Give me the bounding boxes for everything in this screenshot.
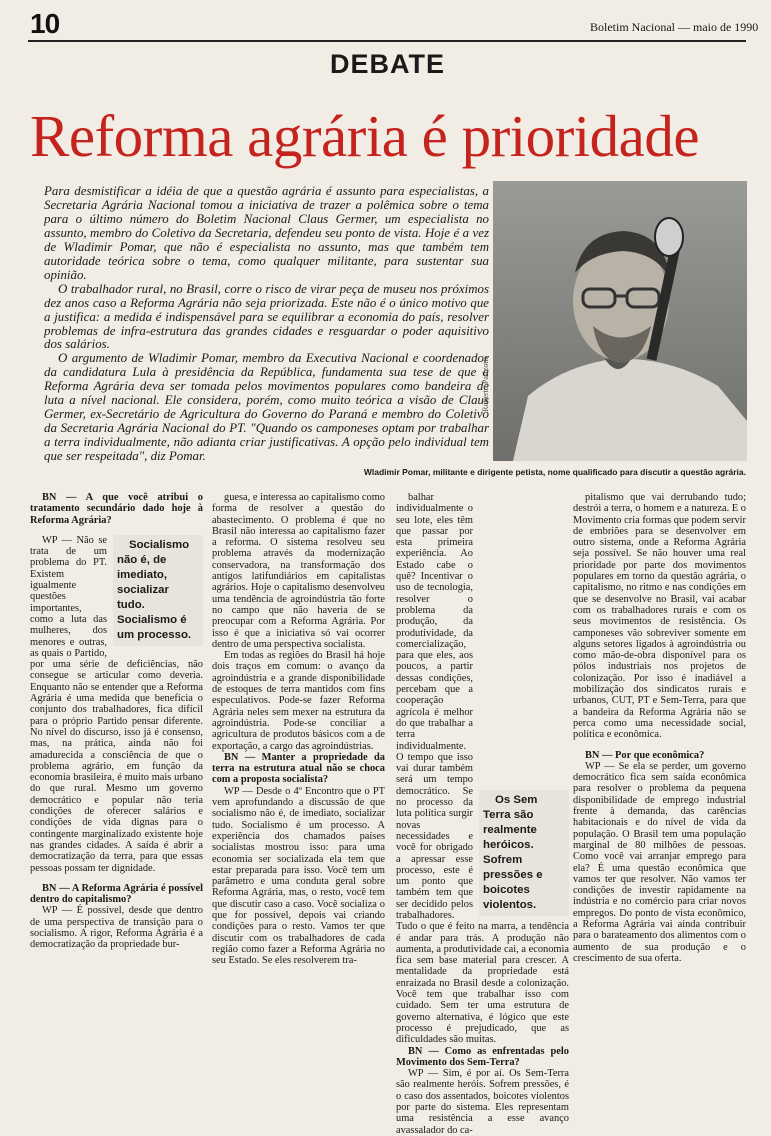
text-column-2 [212, 492, 385, 966]
running-head: Boletim Nacional — maio de 1990 [590, 20, 759, 34]
interview-answer: WP — Desde o 4º Encontro que o PT vem aprofundando a discussão de que socialismo não é, de imediato, socializar tudo. Socialismo é um processo. A experiência dos chamados países socialistas mostrou isso: para uma economia ser socializada ela tem que estar preparada para isso. Você tem um parâmetro e uma conduta geral sobre Reforma Agrária, mas, o resto, você tem que discutir caso a caso. Você socializa o que for possível, depois vai criando condições para o resto. Vamos ter que discutir com os trabalhadores de cada região como fazer a Reforma Agrária no seu Estado. Se eles resolverem tra- [212, 785, 385, 967]
page-number: 10 [30, 8, 60, 39]
photo-credit: Roberto Parizotti [481, 357, 490, 412]
interview-answer: Em todas as regiões do Brasil há hoje dois traços em comum: o avanço da agroindústria e a grande disponibilidade de estoques de terra mantidos com fins especulativos. Pode-se fazer Reforma Agrária neles sem mexer na estrutura da agroindústria. Pode-se conciliar a agricultura de produtos básicos com a de exportação, a cargo das agroindústrias. [212, 650, 385, 752]
interview-answer: WP — É possível, desde que dentro de uma perspectiva de transição para o socialismo. A rigor, Reforma Agrária é a democratização da propriedade bur- [30, 905, 203, 951]
text-column-4 [573, 492, 746, 964]
lead-text [44, 185, 489, 464]
interview-answer: WP — Sim, é por aí. Os Sem-Terra são realmente heróis. Sofrem pressões, é o caso dos assentados, boicotes violentos por parte do sistema. Eles representam uma resistência a esse avanço avassalador do ca- [396, 1068, 569, 1136]
header-rule [28, 40, 746, 42]
interview-answer: guesa, e interessa ao capitalismo como forma de resolver a questão do abastecimento. O problema é que no Brasil não interessa ao capitalismo fazer a reforma. O sistema resolveu seu problema através da modernização conservadora, na transformação dos antigos latifundiários em capitalistas agrários. Hoje o capitalismo desenvolveu uma tendência de agroindústria tão forte no campo que não haveria de se preocupar com a Reforma Agrária. Por isso é que a iniciativa só vai ocorrer dentro de uma perspectiva socialista. [212, 492, 385, 650]
pull-quote: Socialismo não é, de imediato, socializar tudo. Socialismo é um processo. [113, 535, 203, 646]
interview-answer [396, 492, 569, 1046]
portrait-photo [493, 181, 747, 461]
text-column-1 [30, 492, 203, 951]
interview-question: BN — Manter a propriedade da terra na estrutura atual não se choca com a proposta socialista? [212, 751, 385, 786]
lead-paragraph: O trabalhador rural, no Brasil, corre o risco de virar peça de museu nos próximos dez anos caso a Reforma Agrária não seja priorizada. Este não é o único motivo que a justifica: a medida é indispensável para se equilibrar a economia do país, resolver problemas de infra-estrutura das grandes cidades e resguardar o poder aquisitivo dos salários. [44, 281, 489, 352]
interview-answer: pitalismo que vai derrubando tudo; destrói a terra, o homem e a natureza. E o Movimento cria formas que podem servir de embriões para se desenvolver em outro sistema, onde a Reforma Agrária seja possível. Se não houver uma real prioridade por parte dos movimentos populares em torno da questão agrária, o capitalismo, no ritmo e nas condições em que se desenvolve no Brasil, vai acabar com os trabalhadores rurais e com os seus movimentos de resistência. Os camponeses vão sobreviver somente em alguns setores ligados à agroindústria ou como mão-de-obra disponível para os pólos industriais nos projetos de colonização. Por isso é inadiável a mobilização dos sindicatos rurais e urbanos, CUT, PT e Sem-Terra, para que a bandeira da Reforma Agrária não se perca como uma necessidade social, política e econômica. [573, 492, 746, 741]
headline: Reforma agrária é prioridade [30, 103, 700, 169]
pull-quote: Os Sem Terra são realmente heróicos. Sofrem pressões e boicotes violentos. [479, 790, 569, 916]
lead-paragraph: Para desmistificar a idéia de que a questão agrária é assunto para especialistas, a Secretaria Agrária Nacional tomou a iniciativa de trazer a polêmica sobre o tema para o último número do Boletim Nacional Claus Germer, um especialista no assunto, membro do Coletivo da Secretaria, defendeu seu ponto de vista. Hoje é a vez de Wladimir Pomar, que não é especialista no assunto, mas que também tem autoridade teórica sobre o tema, como qualquer militante, para sustentar sua opinião. [44, 184, 489, 282]
photo-caption: Wladimir Pomar, militante e dirigente petista, nome qualificado para discutir a questão agrária. [363, 467, 746, 477]
photo-illustration [493, 181, 747, 461]
interview-question: BN — Por que econômica? [585, 749, 705, 761]
lead-paragraph: O argumento de Wladimir Pomar, membro da Executiva Nacional e coordenador da candidatura Lula à presidência da República, fundamenta sua tese de que a Reforma Agrária deva ser tomada pelos movimentos populares como bandeira de luta a nível nacional. Ele considera, porém, como muito teórica a visão de Claus Germer, ex-Secretário de Agricultura do Governo do Paraná e membro do Coletivo da Secretaria Agrária Nacional do PT. "Quando os camponeses optam por trabalhar a terra individualmente, não adianta criar justificativas. A opção pelo individual tem que ser respeitada", diz Pomar. [44, 351, 489, 464]
interview-question: BN — A Reforma Agrária é possível dentro do capitalismo? [30, 882, 203, 906]
interview-question: BN — A que você atribui o tratamento secundário dado hoje à Reforma Agrária? [30, 492, 203, 526]
answer-text: balhar individualmente o seu lote, eles têm que passar por esta primeira experiência. Ao Estado cabe o quê? Incentivar o uso de tecnologia, resolver o problema da produção, da produtividade, da comercialização, para que eles, aos poucos, a partir dessas condições, percebam que a cooperação agrícola é melhor do que trabalhar a terra individualmente. O tempo que isso vai durar também será um tempo democrático. Se no processo da luta política surgir novas necessidades e você for obrigado a apressar esse processo, este é um ponto que também tem que ser decidido pelos trabalhadores. Tudo o que é feito na marra, a tendência é andar para trás. A produção não aumenta, a produtividade cai, a economia fica sem base material para crescer. A mentalidade da propriedade está enraizada no Brasil desde a colonização. Você tem que trabalhar isso com cuidado. Sem ter uma estrutura de governo alternativa, é lógico que este processo é prejudicado, que as dificuldades são muitas. [396, 492, 569, 1046]
interview-question: BN — Como as enfrentadas pelo Movimento dos Sem-Terra? [396, 1045, 569, 1068]
answer-text: WP — Não se trata de um problema do PT. Existem igualmente questões importantes, como a luta das mulheres, dos menores e outras, as quais o Partido, por uma série de deficiências, não consegue se articular como deveria. Enquanto não se entender que a Reforma Agrária é uma medida que beneficia o conjunto dos trabalhadores, fica difícil para o próprio Partido pensar diferente. No nível do discurso, isso já é consenso, mas, na prática, ainda não foi amadurecida a consciência de que o problema agrário, em função da economia brasileira, é muito mais urbano do que rural. Mesmo um governo democrático e popular não teria condições de oferecer salários e condições de vida dignas para o contingente marginalizado existente hoje nas grandes cidades. A saída é abrir a democratização da terra, para que essas pessoas possam ter dignidade. [30, 534, 203, 874]
section-label: DEBATE [330, 49, 446, 79]
interview-answer [30, 535, 203, 874]
interview-answer: WP — Se ela se perder, um governo democrático fica sem saída econômica para resolver o problema da pequena disponibilidade de emprego industrial frente à demanda, das carências habitacionais e do nível de vida da população. O Brasil tem uma população marginal de 80 milhões de pessoas. Como você vai arranjar emprego para ela? É uma questão econômica que vamos ter que resolver. Não vamos ter condições de investir rapidamente na indústria e no comércio para criar novos empregos. Do ponto de vista econômico, a Reforma Agrária vai ainda contribuir para o barateamento dos alimentos com o aumento de sua produção e o crescimento de sua oferta. [573, 760, 746, 964]
text-column-3 [396, 492, 569, 1136]
